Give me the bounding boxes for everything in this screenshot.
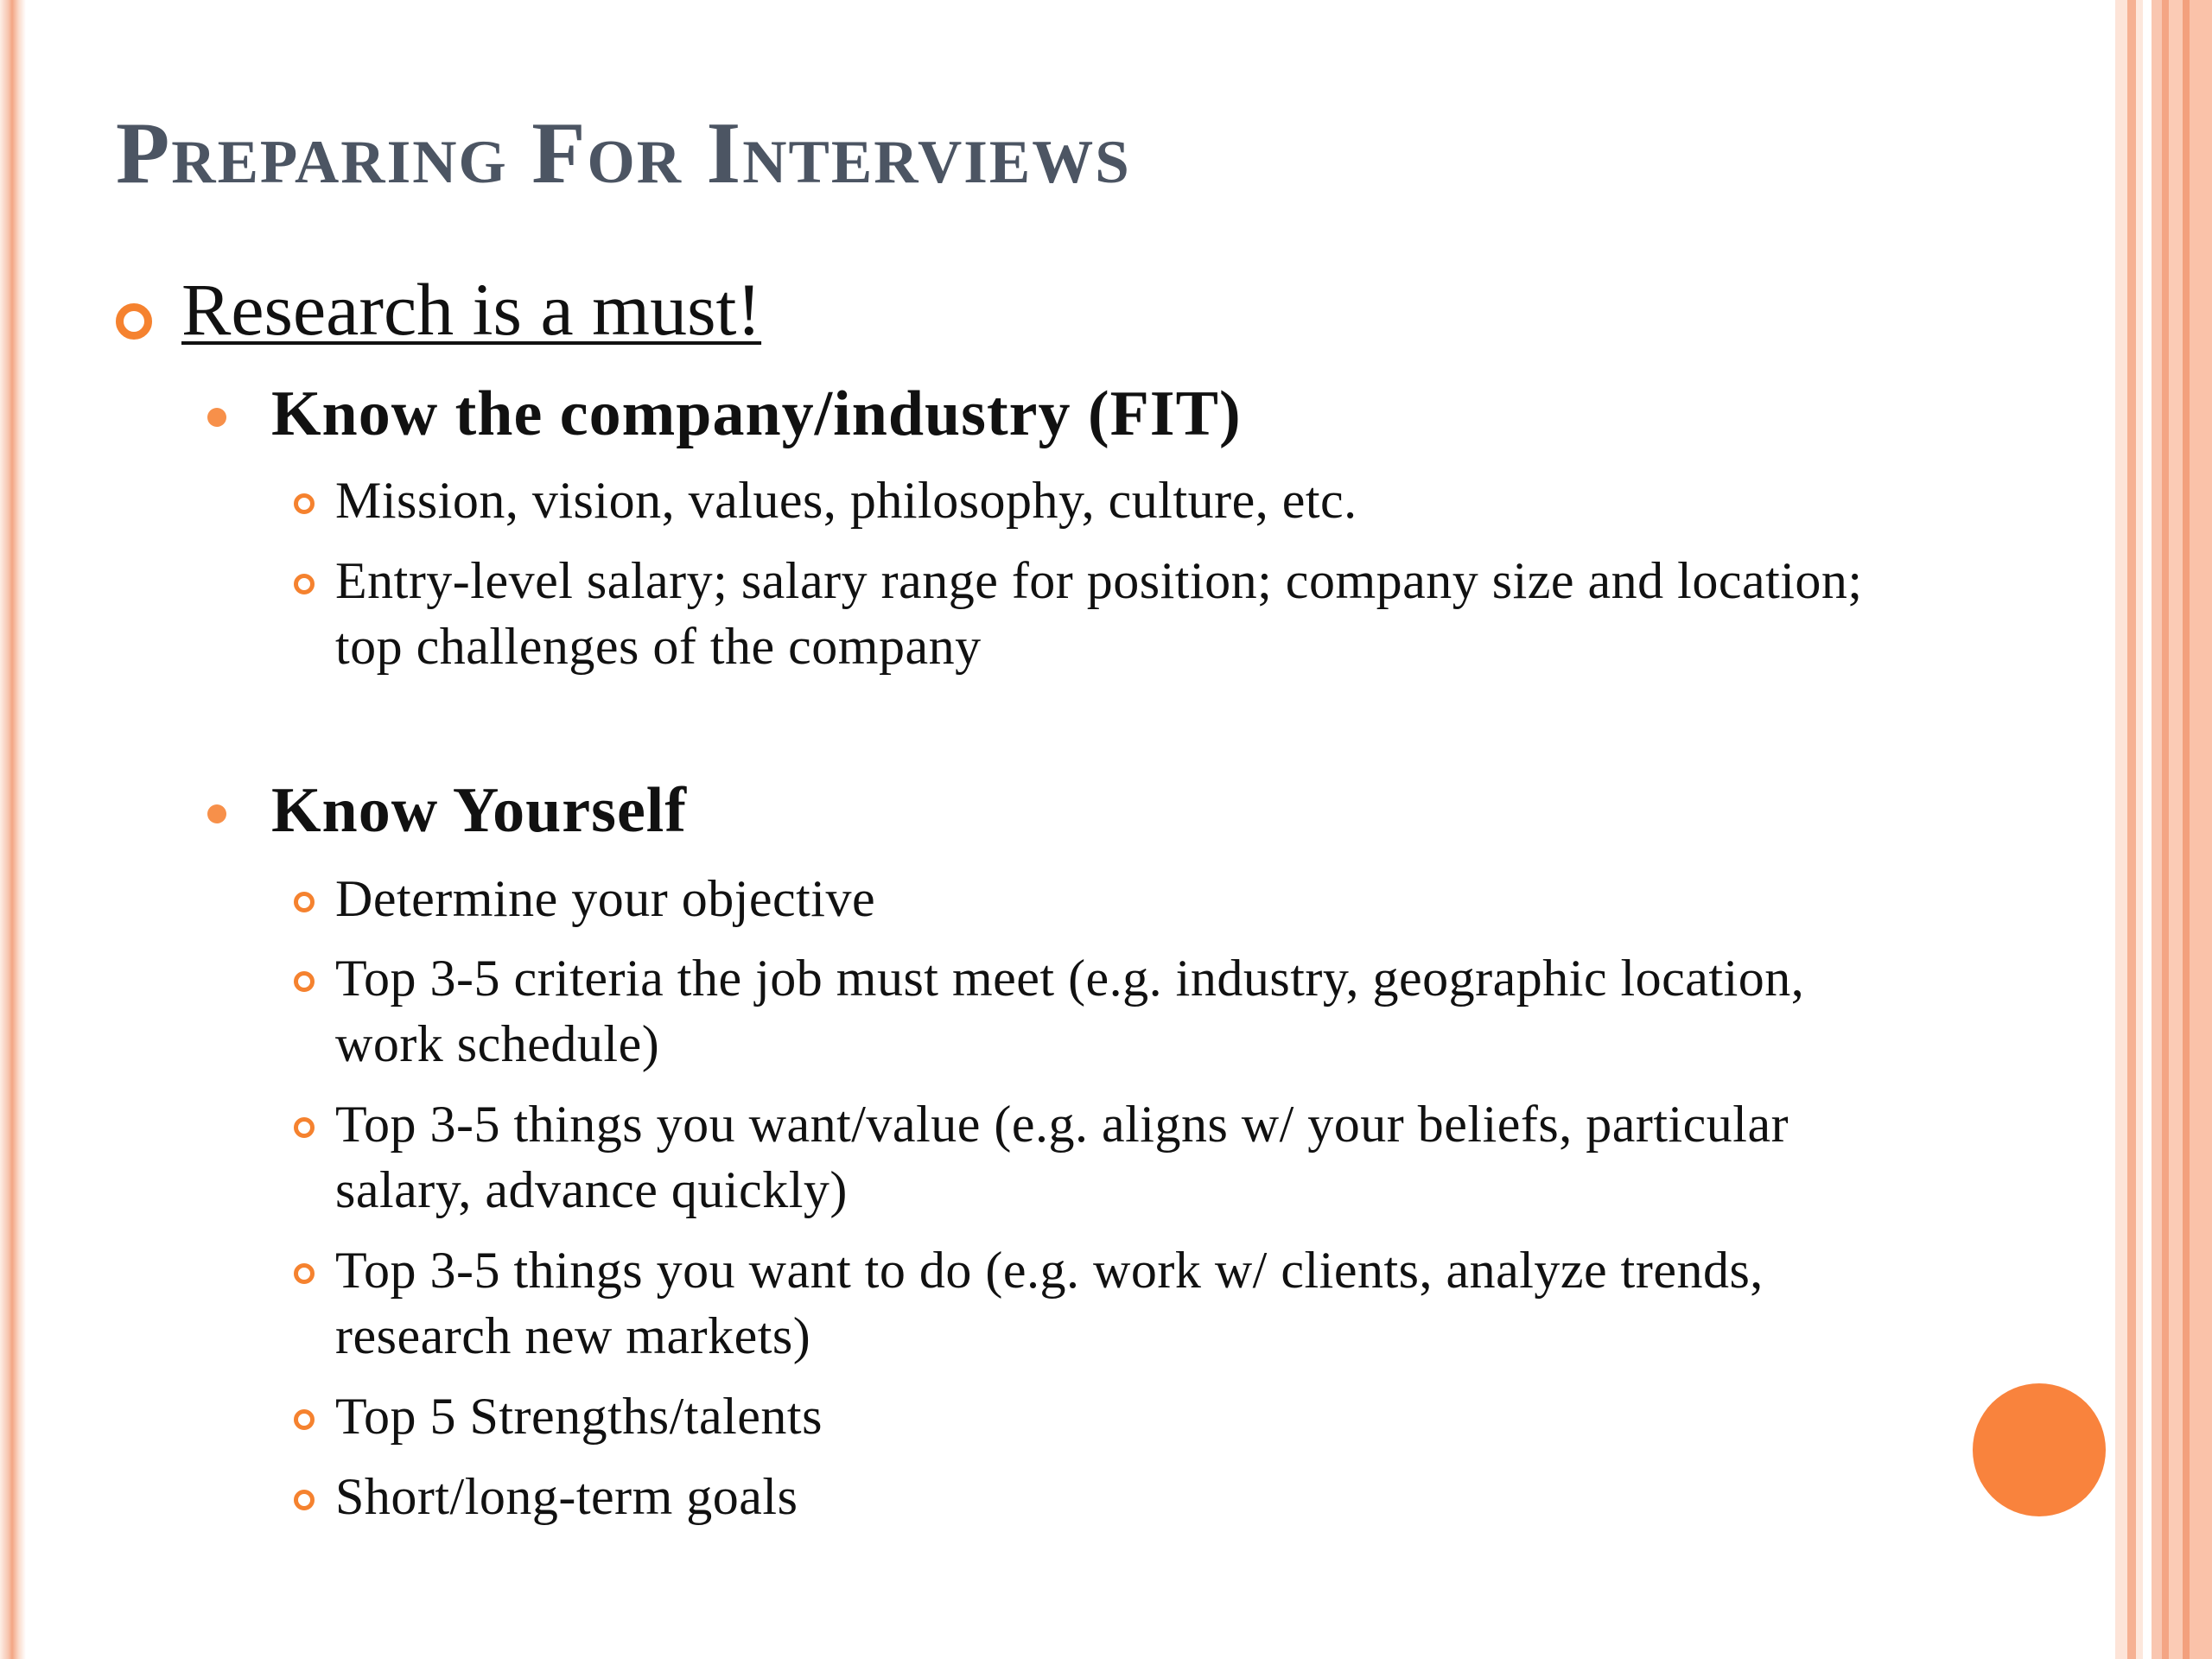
- ring-bullet-icon: [294, 493, 315, 514]
- ring-bullet-icon: [294, 1409, 315, 1430]
- left-border-decoration: [0, 0, 26, 1659]
- dot-bullet-icon: [207, 408, 226, 427]
- ring-bullet-icon: [116, 303, 152, 340]
- main-point-text: Research is a must!: [181, 268, 762, 351]
- ring-bullet-icon: [294, 1263, 315, 1284]
- ring-bullet-icon: [294, 971, 315, 992]
- ring-bullet-icon: [294, 574, 315, 594]
- decorative-circle-icon: [1973, 1383, 2106, 1516]
- dot-bullet-icon: [207, 804, 226, 823]
- ring-bullet-icon: [294, 1490, 315, 1510]
- slide: Preparing For Interviews Research is a must! Know the company/industry (FIT) Mission, vision, values, philosophy, culture, etc. Entry-level salary; salary range for position; company size and location; top challenges of the company Know Yourself Determine your objective Top 3-5 criteria the job must meet (e.g. industry, geographic location, work schedule) Top 3-5 things you want/value (e.g. aligns w/ your beliefs, particular salary, advance quickly) Top 3-5 things you want to do (e.g. work w/ clients, analyze trends, research new markets) Top 5 Strengths/talents Short/long-term goals: [0, 0, 2212, 1659]
- slide-title: Preparing For Interviews: [116, 105, 1131, 202]
- ring-bullet-icon: [294, 892, 315, 912]
- ring-bullet-icon: [294, 1117, 315, 1138]
- right-stripe-decoration: [2115, 0, 2212, 1659]
